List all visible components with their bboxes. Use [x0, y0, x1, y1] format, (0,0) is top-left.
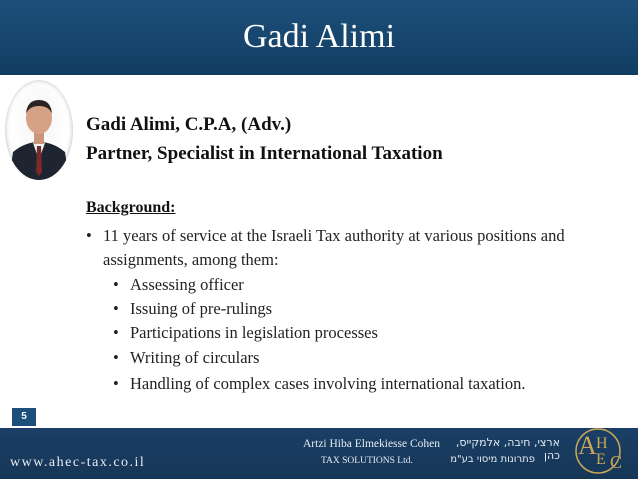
title-bar [0, 0, 638, 75]
svg-text:C: C [610, 452, 623, 472]
main-bullet-text: 11 years of service at the Israeli Tax authority at various positions and assignments, among them: [103, 226, 565, 269]
background-heading: Background: [86, 199, 176, 216]
person-portrait-icon [5, 80, 73, 180]
sub-bullet-text: Participations in legislation processes [130, 323, 378, 342]
firm-subtitle-hebrew: פתרונות מיסוי בע"מ [450, 454, 535, 465]
svg-text:A: A [578, 431, 597, 460]
bullet-dot-icon: • [113, 348, 119, 367]
sub-bullet-text: Writing of circulars [130, 348, 260, 367]
sub-bullet-text: Assessing officer [130, 275, 244, 294]
sub-bullet [113, 273, 593, 297]
bullet-dot-icon: • [86, 226, 92, 245]
bullet-dot-icon: • [113, 299, 119, 318]
ahec-logo-icon [556, 424, 632, 478]
person-role: Partner, Specialist in International Taxation [86, 143, 443, 164]
sub-bullet [113, 297, 593, 321]
slide-title: Gadi Alimi [242, 18, 396, 55]
firm-name-hebrew: ארצי, חיבה, אלמקייס, כהן [455, 436, 560, 462]
main-bullet [86, 224, 596, 272]
firm-name-english: Artzi Hiba Elmekiesse Cohen [303, 438, 441, 450]
profile-photo [5, 80, 73, 180]
person-name: Gadi Alimi, C.P.A, (Adv.) [86, 114, 292, 135]
svg-text:H: H [596, 435, 608, 452]
firm-subtitle-english: TAX SOLUTIONS Ltd. [321, 456, 413, 466]
bullet-dot-icon: • [113, 323, 119, 342]
bullet-dot-icon: • [113, 275, 119, 294]
sub-bullet [113, 321, 593, 345]
sub-bullet-text: Issuing of pre-rulings [130, 299, 273, 318]
website-link[interactable]: www.ahec-tax.co.il [10, 455, 146, 470]
page-number: 5 [12, 408, 36, 426]
sub-bullet [113, 346, 593, 370]
sub-bullet [113, 372, 573, 396]
sub-bullet-text: Handling of complex cases involving international taxation. [130, 374, 526, 393]
svg-text:E: E [596, 451, 606, 468]
bullet-dot-icon: • [113, 374, 119, 393]
